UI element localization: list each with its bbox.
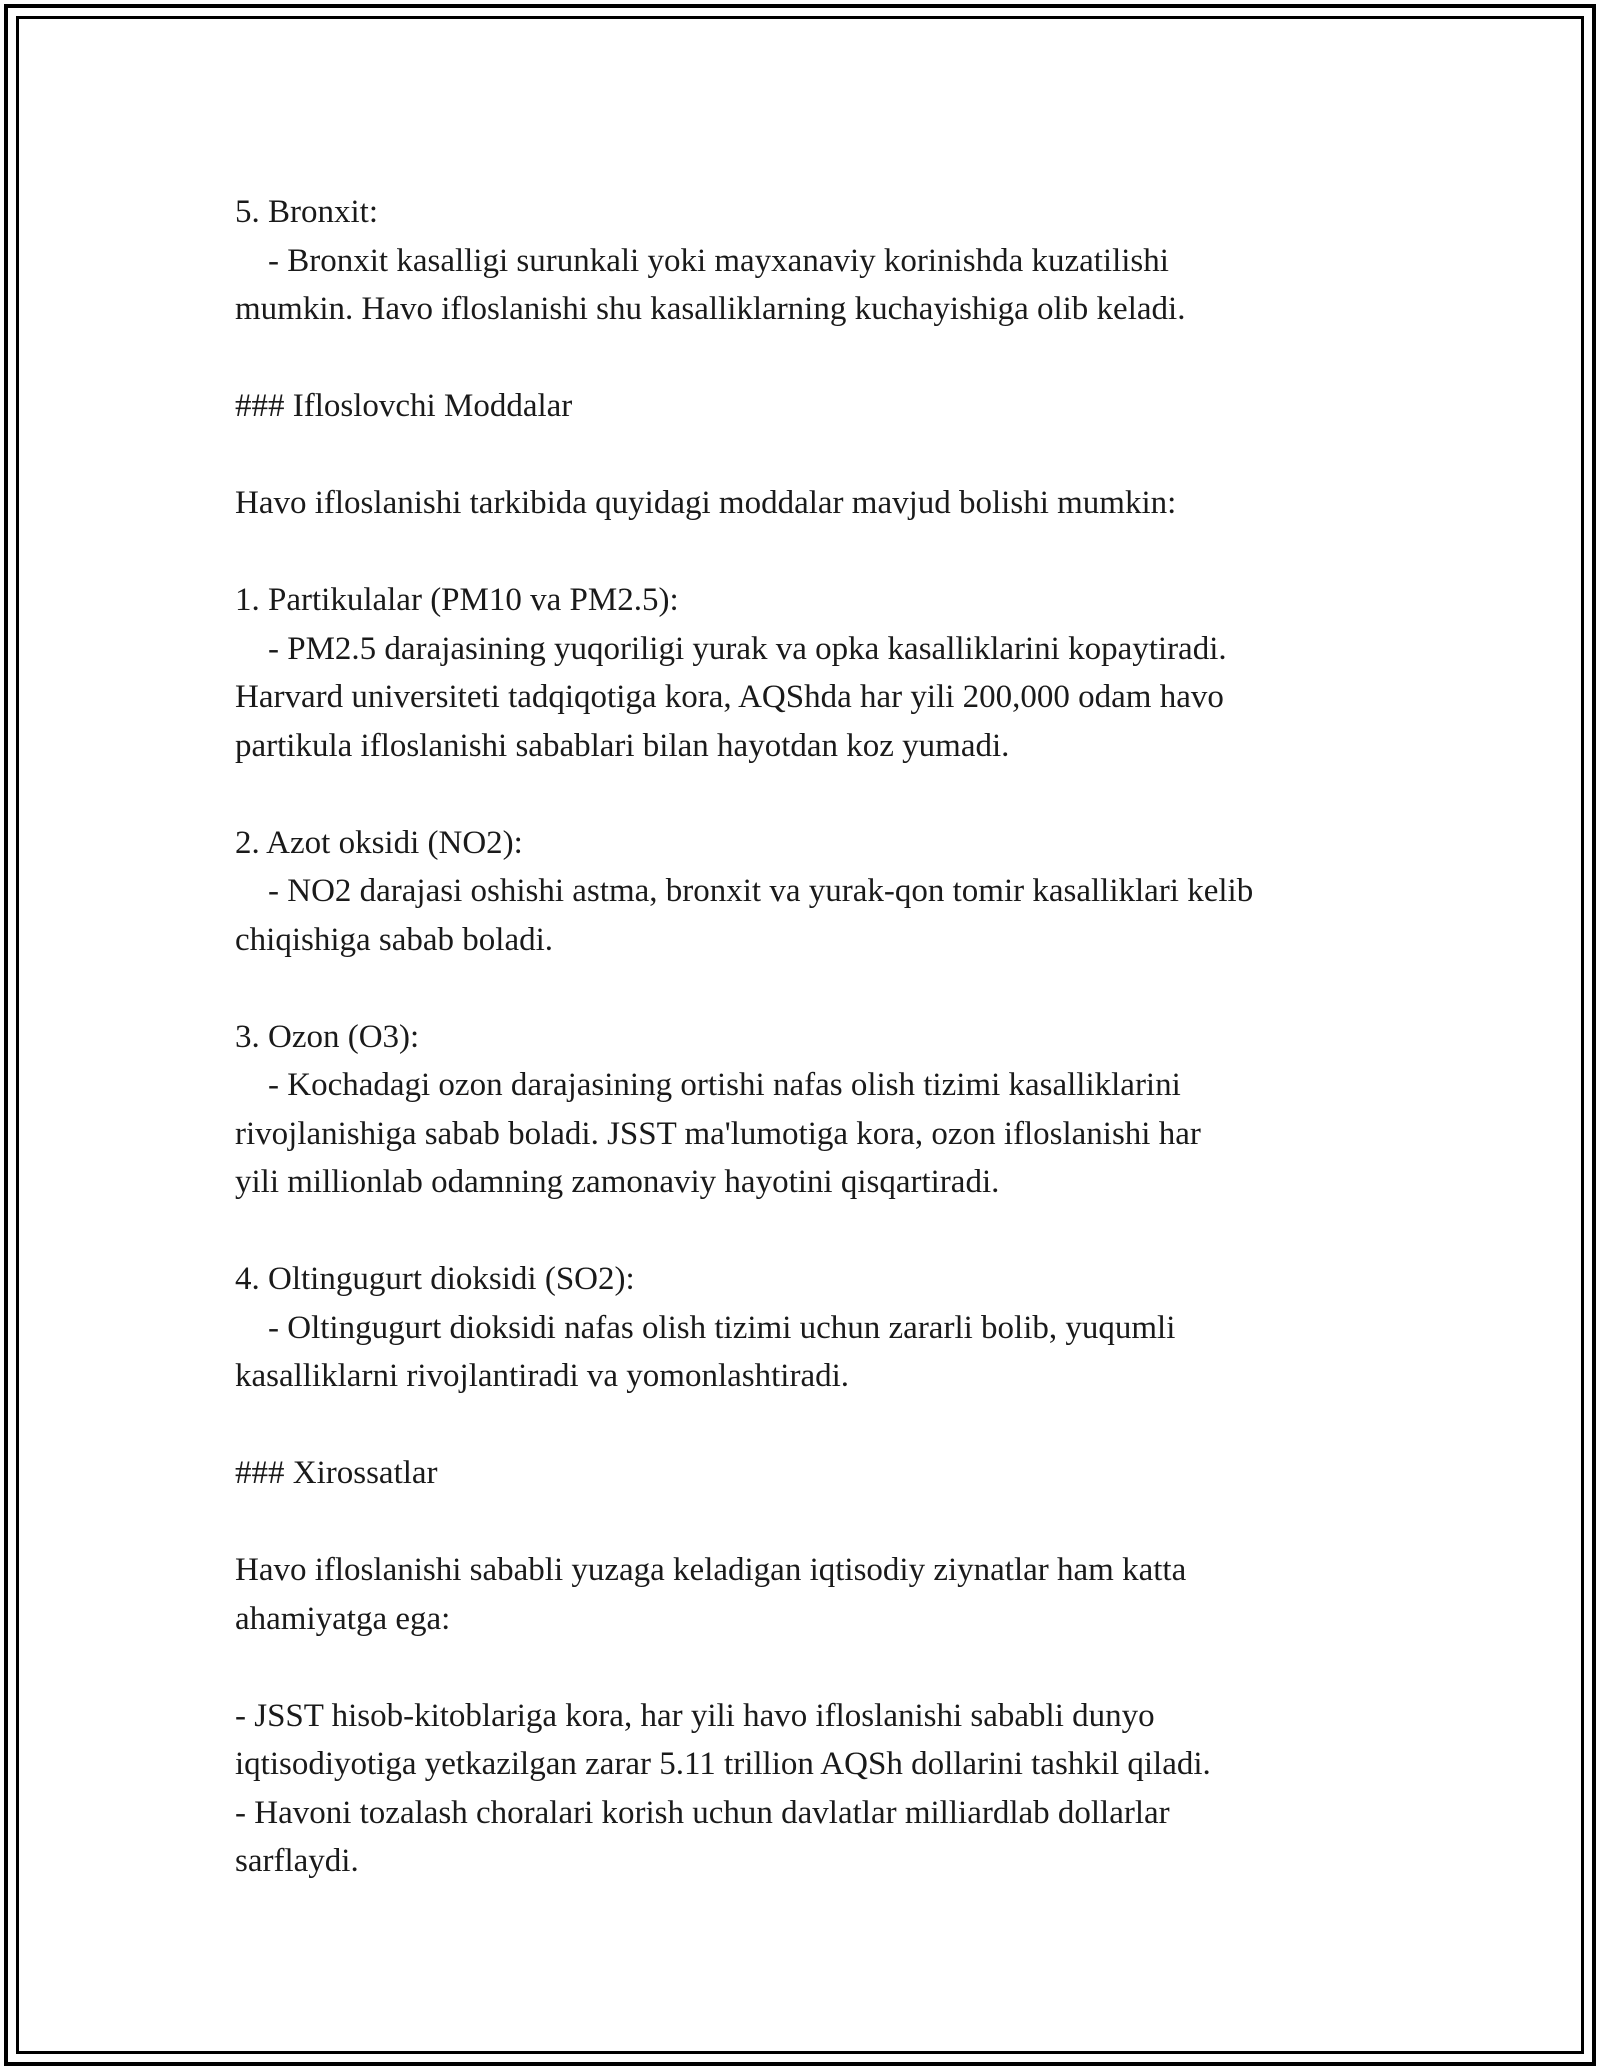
text-line: - Kochadagi ozon darajasining ortishi nafas olish tizimi kasalliklarini xyxy=(235,1067,1181,1103)
text-line: - Oltingugurt dioksidi nafas olish tizimi uchun zararli bolib, yuqumli xyxy=(235,1309,1176,1346)
text-line: Havo ifloslanishi tarkibida quyidagi moddalar mavjud bolishi mumkin: xyxy=(235,485,1177,521)
blank-line xyxy=(235,528,1415,577)
list-item-heading: 1. Partikulalar (PM10 va PM2.5): xyxy=(235,582,679,618)
section-heading: ### Ifloslovchi Moddalar xyxy=(235,388,573,424)
blank-line xyxy=(235,334,1415,383)
list-item-heading: 4. Oltingugurt dioksidi (SO2): xyxy=(235,1261,635,1297)
blank-line xyxy=(235,1207,1415,1256)
text-line: - PM2.5 darajasining yuqoriligi yurak va opka kasalliklarini kopaytiradi. xyxy=(235,630,1227,667)
text-line: ahamiyatga ega: xyxy=(235,1600,451,1637)
text-line: chiqishiga sabab boladi. xyxy=(235,921,554,958)
blank-line xyxy=(235,431,1415,480)
blank-line xyxy=(235,1498,1415,1547)
text-line: mumkin. Havo ifloslanishi shu kasalliklarning kuchayishiga olib keladi. xyxy=(235,291,1186,327)
list-item-heading: 2. Azot oksidi (NO2): xyxy=(235,824,523,861)
text-line: partikula ifloslanishi sabablari bilan hayotdan koz yumadi. xyxy=(235,727,1010,764)
text-line: yili millionlab odamning zamonaviy hayotini qisqartiradi. xyxy=(235,1164,1000,1200)
list-item-heading: 5. Bronxit: xyxy=(235,194,379,230)
text-line: kasalliklarni rivojlantiradi va yomonlashtiradi. xyxy=(235,1358,850,1394)
bullet-item: - Havoni tozalash choralari korish uchun davlatlar milliardlab dollarlar xyxy=(235,1794,1170,1831)
bullet-item: - JSST hisob-kitoblariga kora, har yili havo ifloslanishi sababli dunyo xyxy=(235,1697,1155,1734)
blank-line xyxy=(235,1401,1415,1450)
text-line: iqtisodiyotiga yetkazilgan zarar 5.11 trillion AQSh dollarini tashkil qiladi. xyxy=(235,1746,1211,1782)
text-line: - Bronxit kasalligi surunkali yoki mayxanaviy korinishda kuzatilishi xyxy=(235,242,1169,279)
list-item-heading: 3. Ozon (O3): xyxy=(235,1018,420,1055)
text-line: - NO2 darajasi oshishi astma, bronxit va yurak-qon tomir kasalliklari kelib xyxy=(235,873,1254,909)
text-line: rivojlanishiga sabab boladi. JSST ma'lumotiga kora, ozon ifloslanishi har xyxy=(235,1115,1201,1152)
section-heading: ### Xirossatlar xyxy=(235,1455,438,1491)
blank-line xyxy=(235,770,1415,819)
text-line: Havo ifloslanishi sababli yuzaga keladigan iqtisodiy ziynatlar ham katta xyxy=(235,1552,1187,1588)
blank-line xyxy=(235,964,1415,1013)
text-line: Harvard universiteti tadqiqotiga kora, AQShda har yili 200,000 odam havo xyxy=(235,679,1224,715)
text-line: sarflaydi. xyxy=(235,1843,359,1879)
document-body xyxy=(235,188,1415,1886)
blank-line xyxy=(235,1643,1415,1692)
